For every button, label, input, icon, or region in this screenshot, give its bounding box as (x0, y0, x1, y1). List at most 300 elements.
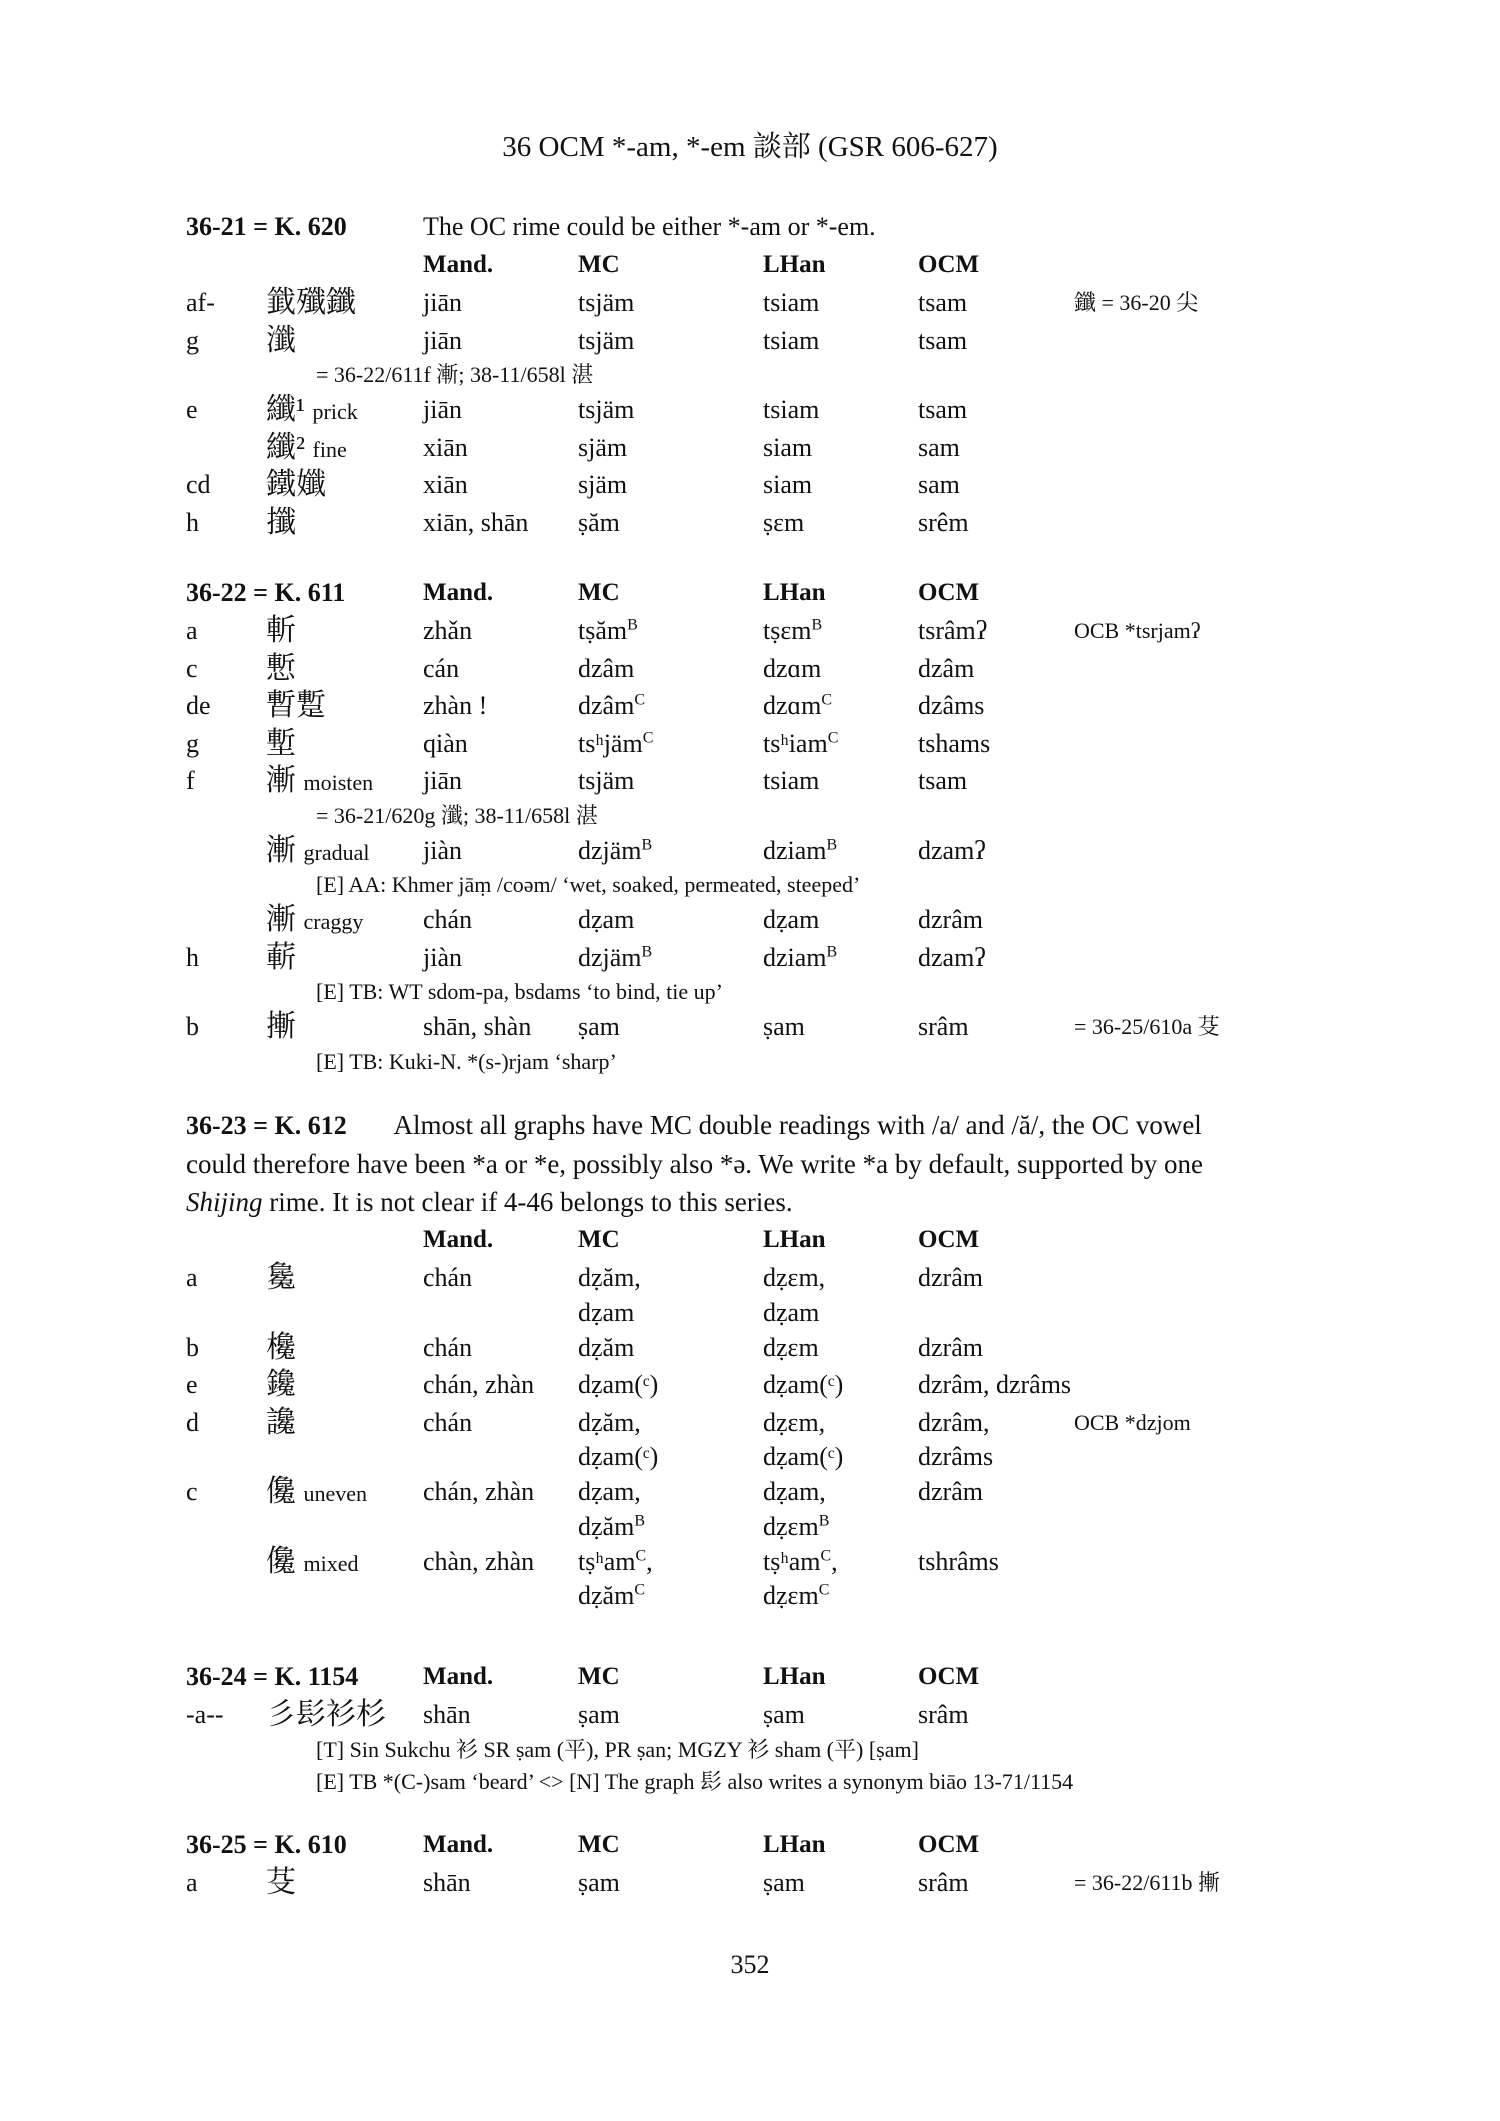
graph-characters: 漸 (266, 903, 296, 936)
entry-rows (186, 612, 1326, 1078)
entry-rows (186, 1259, 1326, 1612)
mc-reading-text: sjäm (578, 432, 628, 462)
mandarin-reading: xiān, shān (423, 507, 529, 537)
mandarin-reading: jiān (423, 766, 462, 795)
gloss: craggy (303, 909, 364, 934)
lhan-reading (763, 1008, 805, 1046)
entry-id: 36-22 = K. 611 (186, 578, 346, 607)
lhan-reading (763, 1297, 819, 1329)
mandarin-reading: shān (423, 1868, 471, 1897)
lhan-reading-text: tsiam (763, 288, 820, 317)
lhan-reading-superscript: B (818, 1511, 830, 1529)
table-row (186, 466, 1326, 504)
lhan-reading (763, 1864, 805, 1902)
mc-reading-text: dẓăm, (578, 1263, 641, 1292)
mc-reading (578, 1543, 653, 1581)
table-row (186, 504, 1326, 542)
table-row (186, 1864, 1326, 1902)
graph-cell (266, 391, 358, 431)
lhan-reading-text: ṣam (763, 1700, 805, 1729)
mandarin-reading: chán, zhàn (423, 1370, 535, 1399)
lhan-reading (763, 391, 819, 429)
graph-cell (266, 429, 347, 469)
graph-characters: 漸 (266, 764, 296, 797)
mc-reading-text: dzjäm (578, 942, 642, 972)
col-lhan: LHan (763, 1831, 826, 1858)
mc-reading-text: ṣam (578, 1012, 620, 1041)
series-letter: e (186, 395, 198, 424)
table-row (186, 762, 1326, 800)
series-letter: h (186, 507, 199, 537)
graph-characters: 彡髟衫杉 (266, 1698, 386, 1731)
ocm-reading: tsam (918, 766, 968, 795)
column-header-row (186, 246, 1326, 284)
cross-reference-note: = 36-22/611b 摲 (1074, 1870, 1221, 1895)
mc-reading-text: tsjäm (578, 766, 635, 795)
lhan-reading (763, 1259, 825, 1297)
lhan-reading-text: dzɑm (763, 653, 822, 683)
entry-rows (186, 284, 1326, 541)
graph-characters: 芟 (266, 1866, 296, 1899)
entry-heading (186, 208, 1326, 246)
lhan-reading-superscript: C (818, 1581, 830, 1599)
table-row (186, 1543, 1326, 1581)
mc-reading-text: sjäm (578, 470, 628, 499)
mc-reading (578, 612, 638, 650)
col-mand: Mand. (423, 251, 494, 278)
page-header: 36 OCM *-am, *-em 談部 (GSR 606-627) (502, 131, 998, 163)
graph-cell (266, 1008, 296, 1046)
cross-reference-note: OCB *tsrjamʔ (1074, 618, 1201, 643)
entry-intro-tail: rime. It is not clear if 4-46 belongs to this series. (262, 1187, 793, 1217)
entry-heading (186, 574, 1326, 612)
mc-reading (578, 1580, 645, 1612)
mc-reading (578, 1511, 645, 1543)
lhan-reading-text: ṣɛm (763, 507, 805, 537)
graph-cell (266, 725, 296, 763)
mc-reading-text: tṣăm (578, 616, 628, 645)
mc-reading-text: tsjäm (578, 325, 635, 355)
table-row (186, 687, 1326, 725)
col-mand: Mand. (423, 579, 494, 606)
series-letter: a (186, 1263, 198, 1292)
series-letter: b (186, 1012, 199, 1041)
mc-reading-text: dẓam (578, 1297, 635, 1327)
graph-cell (266, 322, 296, 360)
mc-reading-superscript: B (641, 942, 653, 960)
entry-id: 36-25 = K. 610 (186, 1830, 347, 1859)
lhan-reading (763, 725, 838, 763)
lhan-reading-text: dziam (763, 835, 827, 865)
series-letter: g (186, 728, 199, 758)
mc-reading (578, 1864, 620, 1902)
ocm-reading: dzrâm (918, 1332, 983, 1362)
ocm-reading: tsam (918, 288, 968, 317)
graph-cell (266, 901, 363, 941)
col-ocm: OCM (918, 579, 980, 606)
entry-rows (186, 1864, 1326, 1902)
mc-reading (578, 1473, 641, 1511)
mc-reading (578, 1366, 658, 1404)
graph-characters: 毚 (266, 1261, 296, 1294)
graph-cell (266, 1329, 296, 1367)
mc-reading-text: dẓam (578, 905, 635, 934)
mc-reading (578, 1404, 641, 1442)
continuation-row (186, 1511, 1326, 1543)
graph-characters: 鐵孅 (266, 468, 326, 501)
mc-reading-text: dẓăm (578, 1581, 635, 1610)
ocm-reading: dzâm (918, 653, 975, 683)
cross-reference-note: = 36-25/610a 芟 (1074, 1014, 1220, 1039)
series-letter: a (186, 616, 198, 645)
entry-intro: Almost all graphs have MC double readings with /a/ and /ă/, the OC vowel (393, 1110, 1202, 1140)
graph-cell (266, 1259, 296, 1297)
col-mand: Mand. (423, 1663, 494, 1690)
mc-reading (578, 1696, 620, 1734)
col-lhan: LHan (763, 1226, 826, 1253)
gloss: uneven (303, 1481, 368, 1506)
lhan-reading-text: siam (763, 432, 813, 462)
continuation-row (186, 1297, 1326, 1329)
col-mc: MC (578, 1663, 620, 1690)
gloss: mixed (303, 1550, 359, 1576)
graph-characters: 斬 (266, 614, 296, 647)
lhan-reading-superscript: B (811, 616, 823, 634)
lhan-reading (763, 1366, 843, 1404)
annotation-line: [T] Sin Sukchu 衫 SR ṣam (平), PR ṣan; MGZY 衫 sham (平) [ṣam] (316, 1736, 919, 1762)
mc-reading-text: dzâm (578, 691, 635, 720)
series-letter: a (186, 1868, 198, 1897)
gloss: fine (312, 436, 347, 462)
lhan-reading (763, 1696, 805, 1734)
lhan-reading-text: dẓam, (763, 1477, 826, 1506)
graph-characters: 儳 (266, 1475, 296, 1508)
mc-reading (578, 504, 620, 542)
ocm-reading: dzamʔ (918, 942, 986, 972)
ocm-reading: tshams (918, 728, 991, 758)
mandarin-reading: zhàn ! (423, 691, 488, 720)
mc-reading-text: dẓăm (578, 1332, 635, 1362)
mc-reading-text: dẓăm, (578, 1407, 641, 1437)
series-letter: de (186, 691, 211, 720)
lhan-reading-text: dẓam (763, 1297, 820, 1327)
col-mc: MC (578, 1226, 620, 1253)
table-row (186, 284, 1326, 322)
book-title: Shijing (186, 1187, 263, 1217)
graph-characters: 瀸 (266, 323, 296, 357)
mc-reading (578, 1329, 634, 1367)
graph-cell (266, 1543, 359, 1583)
graph-characters: 摲 (266, 1010, 296, 1043)
lhan-reading-text: tsiam (763, 766, 820, 795)
mc-reading-text: ṣam (578, 1868, 620, 1897)
entry-id: 36-21 = K. 620 (186, 212, 347, 241)
ocm-reading: srâm (918, 1700, 969, 1729)
table-row (186, 725, 1326, 763)
lhan-reading (763, 832, 837, 870)
mandarin-reading: chán (423, 1332, 473, 1362)
mc-reading-superscript: C (634, 691, 645, 709)
lhan-reading (763, 939, 837, 977)
graph-cell (266, 1696, 386, 1734)
mandarin-reading: jiān (423, 325, 462, 355)
mandarin-reading: zhǎn (423, 616, 473, 645)
lhan-reading (763, 322, 819, 360)
table-row (186, 612, 1326, 650)
mc-reading (578, 429, 627, 467)
lhan-reading-text: dẓam(ᶜ) (763, 1442, 844, 1471)
lhan-reading (763, 1404, 825, 1442)
table-row (186, 1008, 1326, 1046)
mc-reading-text: ṣam (578, 1700, 620, 1729)
lhan-reading-text: dẓɛm, (763, 1263, 826, 1292)
annotation-line: [E] TB: WT sdom-pa, bsdams ‘to bind, tie up’ (316, 979, 723, 1004)
graph-characters: 欃 (266, 1330, 296, 1364)
mandarin-reading: xiān (423, 470, 468, 499)
ocm-reading: tsam (918, 395, 968, 424)
table-row (186, 1696, 1326, 1734)
lhan-reading (763, 284, 819, 322)
lhan-reading-text: tsʰiam (763, 728, 828, 758)
ocm-reading: tsam (918, 325, 968, 355)
table-row (186, 1473, 1326, 1511)
col-mand: Mand. (423, 1226, 494, 1253)
ocm-reading: tshrâms (918, 1546, 999, 1576)
graph-cell (266, 832, 369, 872)
col-ocm: OCM (918, 1663, 980, 1690)
mc-reading-superscript: C (635, 1546, 647, 1564)
mc-reading (578, 725, 653, 763)
lhan-reading (763, 901, 819, 939)
mc-reading (578, 687, 645, 725)
lhan-reading-text: dẓɛm (763, 1511, 819, 1541)
graph-characters: 塹 (266, 726, 296, 760)
ocm-reading: sam (918, 432, 960, 462)
lhan-reading (763, 762, 819, 800)
ocm-reading: dzrâm (918, 1477, 983, 1506)
mc-reading (578, 650, 634, 688)
col-lhan: LHan (763, 1663, 826, 1690)
entry-36-23 (186, 1106, 1326, 1612)
mc-reading (578, 1259, 641, 1297)
continuation-row (186, 1580, 1326, 1612)
col-mc: MC (578, 1831, 620, 1858)
ocm-reading: dzrâm (918, 905, 983, 934)
graph-characters: 攕 (266, 505, 296, 539)
table-row (186, 429, 1326, 467)
entry-36-21 (186, 208, 1326, 541)
mandarin-reading: jiān (423, 395, 462, 424)
mc-reading-text: dẓam(ᶜ) (578, 1442, 659, 1471)
mc-reading (578, 322, 634, 360)
table-row (186, 1329, 1326, 1367)
lhan-reading-superscript: C (821, 691, 833, 709)
table-row (186, 939, 1326, 977)
gloss: gradual (303, 839, 370, 865)
mc-reading-text: tsjäm (578, 288, 635, 317)
mandarin-reading: shān, shàn (423, 1012, 532, 1041)
page-number: 352 (730, 1950, 770, 1979)
ocm-reading: dzâms (918, 691, 985, 720)
series-letter: d (186, 1407, 199, 1437)
ocm-reading: dzrâm, (918, 1407, 990, 1437)
mandarin-reading: shān (423, 1700, 471, 1729)
table-row (186, 1404, 1326, 1442)
mc-reading-text: dzâm (578, 653, 635, 683)
series-letter: c (186, 1477, 198, 1506)
mc-reading (578, 284, 634, 322)
entry-intro: The OC rime could be either *-am or *-em. (423, 212, 876, 241)
column-header-row (186, 1221, 1326, 1259)
annotation-line: [E] AA: Khmer jāṃ /coəm/ ‘wet, soaked, permeated, steeped’ (316, 872, 861, 897)
lhan-reading (763, 504, 804, 542)
mc-reading (578, 391, 634, 429)
lhan-reading-superscript: C (820, 1546, 832, 1564)
table-row (186, 391, 1326, 429)
mc-reading-superscript: B (634, 1511, 645, 1529)
table-row (186, 650, 1326, 688)
ocm-reading: dzrâms (918, 1442, 994, 1471)
mc-reading-superscript: C (634, 1581, 645, 1599)
lhan-reading-text: dziam (763, 942, 827, 972)
graph-characters: 韱殲鑯 (266, 286, 356, 319)
lhan-reading-text: tṣɛm (763, 616, 812, 645)
lhan-reading (763, 1473, 826, 1511)
continuation-row (186, 1441, 1326, 1473)
graph-cell (266, 762, 373, 802)
mc-reading-text: dẓam, (578, 1477, 641, 1506)
graph-cell (266, 650, 296, 688)
entry-id: 36-24 = K. 1154 (186, 1662, 359, 1691)
mandarin-reading: jiān (423, 288, 462, 317)
ocm-reading: srâm (918, 1868, 969, 1897)
graph-cell (266, 1473, 367, 1513)
lhan-reading-text: dẓɛm (763, 1332, 819, 1362)
annotation-line: [E] TB: Kuki-N. *(s-)rjam ‘sharp’ (316, 1048, 617, 1074)
lhan-reading-superscript: B (826, 942, 838, 960)
graph-characters: 暫蹔 (266, 689, 326, 722)
col-ocm: OCM (918, 1831, 980, 1858)
mc-reading-text: dẓăm (578, 1511, 635, 1541)
entry-36-24 (186, 1658, 1326, 1798)
mandarin-reading: chàn, zhàn (423, 1546, 535, 1576)
graph-cell (266, 939, 296, 977)
lhan-reading-text: dẓam(ᶜ) (763, 1370, 844, 1399)
lhan-reading-text: dẓɛm (763, 1581, 819, 1610)
lhan-reading-text: tṣʰam (763, 1546, 821, 1576)
mc-reading-superscript: C (642, 728, 654, 746)
lhan-reading-text: tsiam (763, 325, 820, 355)
entry-heading (186, 1826, 1326, 1864)
mandarin-reading: xiān (423, 432, 468, 462)
gloss: moisten (303, 770, 374, 795)
annotation-line: = 36-22/611f 漸; 38-11/658l 湛 (316, 362, 594, 387)
graph-cell (266, 1864, 296, 1902)
lhan-reading-text: siam (763, 470, 813, 499)
col-mc: MC (578, 251, 620, 278)
mandarin-reading: jiàn (423, 942, 462, 972)
entry-rows (186, 1696, 1326, 1798)
series-letter: -a-- (186, 1700, 224, 1729)
graph-characters: 纖² (266, 430, 305, 464)
mc-reading (578, 901, 634, 939)
entry-36-25 (186, 1826, 1326, 1902)
lhan-reading (763, 466, 812, 504)
lhan-reading-text: dẓam (763, 905, 820, 934)
ocm-reading: tsrâmʔ (918, 616, 988, 645)
mc-reading (578, 832, 652, 870)
mc-reading (578, 466, 627, 504)
series-letter: f (186, 766, 195, 795)
mc-reading-text: tsʰjäm (578, 728, 643, 758)
col-mand: Mand. (423, 1831, 494, 1858)
series-letter: h (186, 942, 199, 972)
mandarin-reading: chán (423, 905, 473, 934)
mandarin-reading: jiàn (423, 835, 462, 865)
graph-cell (266, 1404, 296, 1442)
ocm-reading: dzrâm, dzrâms (918, 1370, 1072, 1399)
ocm-reading: sam (918, 470, 960, 499)
graph-characters: 儳 (266, 1544, 296, 1578)
lhan-reading-superscript: B (826, 835, 838, 853)
lhan-reading (763, 429, 812, 467)
col-ocm: OCM (918, 1226, 980, 1253)
graph-characters: 蔪 (266, 940, 296, 974)
mc-reading-superscript: B (641, 835, 653, 853)
graph-characters: 纖¹ (266, 393, 305, 426)
col-lhan: LHan (763, 251, 826, 278)
mc-reading-text: dẓam(ᶜ) (578, 1370, 659, 1399)
graph-characters: 漸 (266, 833, 296, 867)
lhan-reading (763, 1329, 819, 1367)
cross-reference-note: 鑯 = 36-20 尖 (1074, 290, 1199, 315)
entry-heading (186, 1658, 1326, 1696)
lhan-reading (763, 650, 821, 688)
cross-reference-note: OCB *dzjom (1074, 1409, 1191, 1435)
lhan-reading (763, 1543, 838, 1581)
lhan-reading-superscript: C (827, 728, 839, 746)
gloss: prick (312, 399, 358, 424)
table-row (186, 1366, 1326, 1404)
lhan-reading-text: ṣam (763, 1868, 805, 1897)
mc-reading (578, 1008, 620, 1046)
graph-cell (266, 284, 356, 322)
ocm-reading: srâm (918, 1012, 969, 1041)
series-letter: e (186, 1370, 198, 1399)
entry-id: 36-23 = K. 612 (186, 1111, 347, 1140)
mandarin-reading: chán (423, 1407, 473, 1437)
mc-reading (578, 1441, 658, 1473)
mc-reading (578, 762, 634, 800)
series-letter: cd (186, 470, 211, 499)
graph-cell (266, 1366, 296, 1404)
graph-cell (266, 504, 296, 542)
lhan-reading (763, 1580, 829, 1612)
graph-characters: 鑱 (266, 1368, 296, 1401)
series-letter: c (186, 653, 198, 683)
table-row (186, 832, 1326, 870)
graph-cell (266, 612, 296, 650)
lhan-reading (763, 1441, 843, 1473)
col-mc: MC (578, 579, 620, 606)
ocm-reading: dzrâm (918, 1263, 983, 1292)
entry-paragraph (186, 1106, 1326, 1221)
graph-cell (266, 687, 326, 725)
mandarin-reading: chán, zhàn (423, 1477, 535, 1506)
mc-reading-text: tṣʰam (578, 1546, 636, 1576)
series-letter: af- (186, 288, 215, 317)
annotation-line: = 36-21/620g 瀸; 38-11/658l 湛 (316, 802, 598, 828)
